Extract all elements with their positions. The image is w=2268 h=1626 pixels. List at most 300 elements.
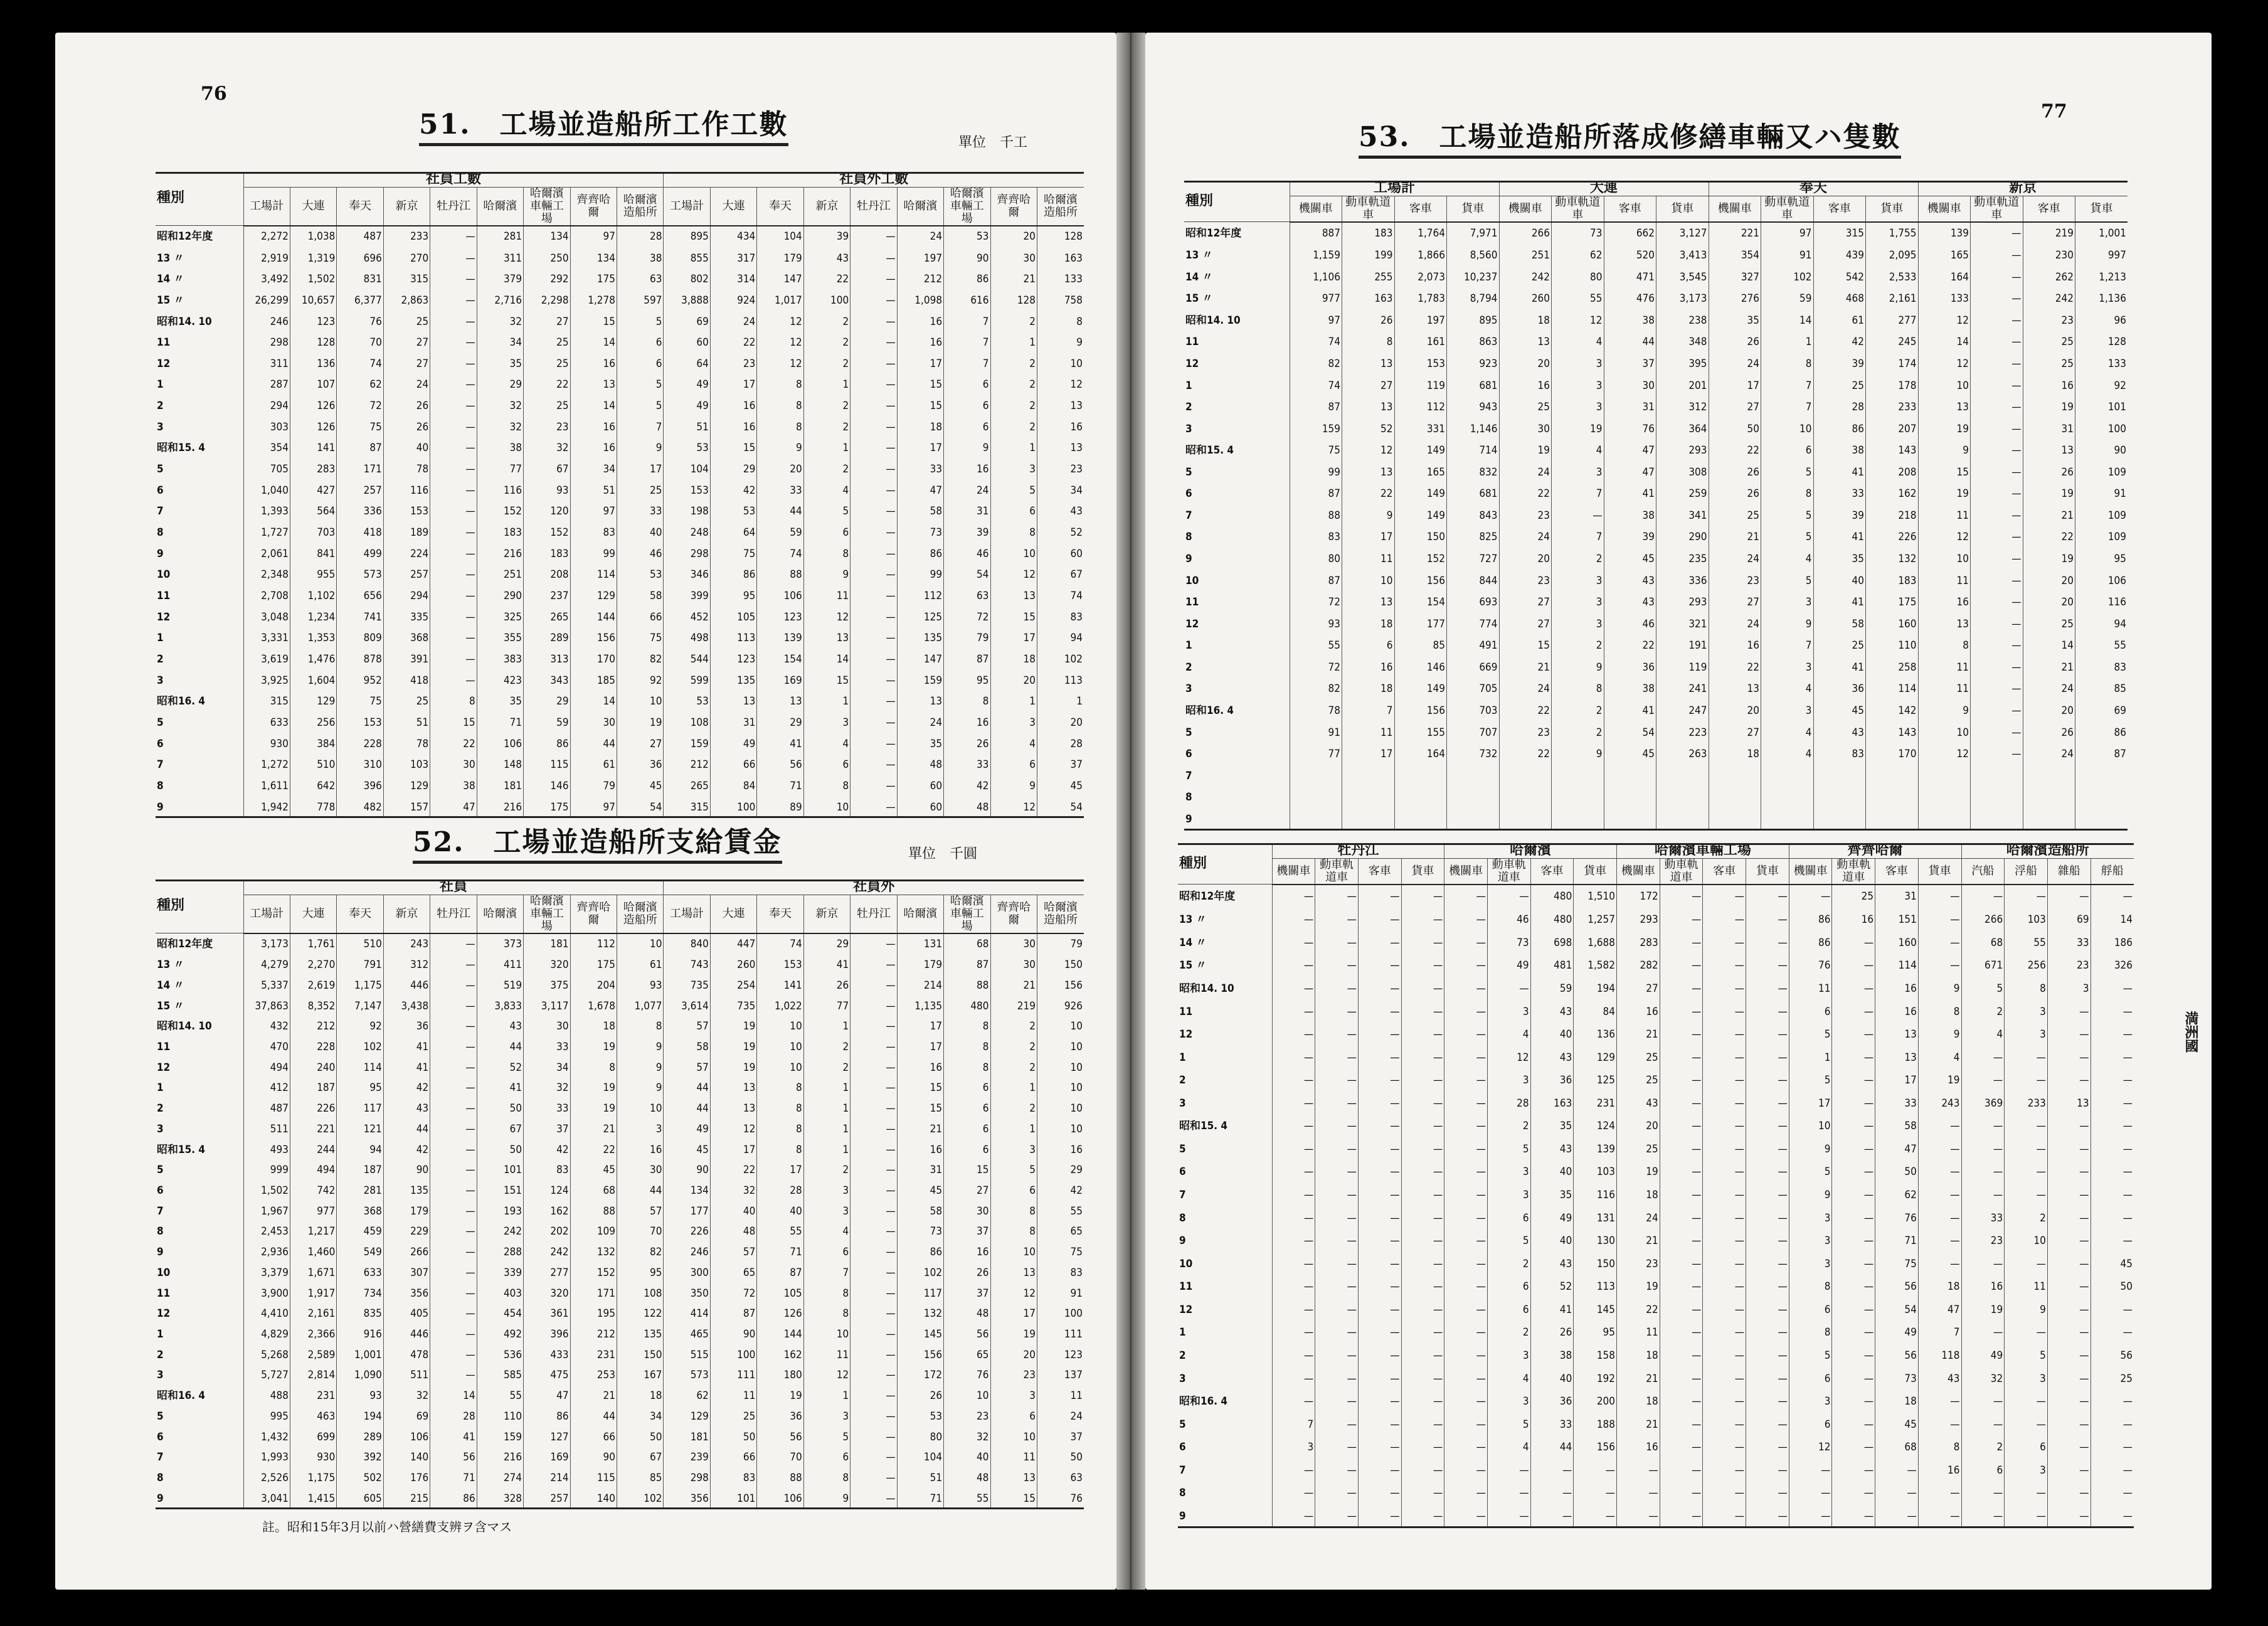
row-label: 6 [157, 1184, 164, 1197]
data-cell: 66 [710, 755, 756, 776]
data-cell: 14 [1761, 310, 1814, 332]
column-header: 奉天 [757, 188, 803, 226]
data-cell: — [1703, 1344, 1746, 1368]
data-cell: 169 [524, 1447, 570, 1468]
data-cell: 2,095 [1866, 245, 1919, 267]
data-cell: 3 [990, 1386, 1037, 1406]
row-label: 昭和12年度 [1179, 890, 1236, 903]
data-cell: 809 [337, 628, 383, 649]
data-cell: — [1703, 1459, 1746, 1482]
data-cell: 112 [897, 586, 943, 607]
data-cell: 102 [337, 1037, 383, 1058]
data-cell: 29 [1037, 1160, 1084, 1181]
data-cell: — [850, 996, 897, 1017]
data-cell: 57 [664, 1016, 710, 1037]
data-cell: 253 [570, 1366, 617, 1386]
data-cell: 163 [1037, 248, 1084, 269]
data-cell: 152 [477, 501, 523, 523]
data-cell: — [850, 670, 897, 691]
data-cell: — [2005, 1390, 2048, 1413]
data-cell: — [1272, 1230, 1315, 1253]
data-cell: — [1703, 1390, 1746, 1413]
table-row [156, 565, 1084, 586]
data-cell: 42 [944, 776, 990, 797]
data-cell: 7 [617, 417, 664, 438]
data-cell: 78 [1290, 700, 1342, 722]
data-cell: 9 [617, 1078, 664, 1099]
data-cell [1447, 765, 1500, 787]
left-page [55, 33, 1116, 1590]
data-cell: — [2047, 1459, 2090, 1482]
data-cell: 307 [383, 1263, 430, 1283]
data-cell: 22 [1342, 484, 1395, 506]
data-cell: 45 [1813, 700, 1866, 722]
data-cell: — [1358, 1230, 1401, 1253]
table-row [1184, 375, 2128, 397]
data-cell: — [1660, 955, 1703, 978]
data-cell: 86 [1813, 418, 1866, 440]
data-cell: 3 [1552, 375, 1604, 397]
right-page [1145, 33, 2212, 1590]
data-cell: 172 [1617, 885, 1660, 909]
data-cell: 116 [383, 480, 430, 501]
data-cell: 9 [1761, 614, 1814, 635]
data-cell: — [1272, 1138, 1315, 1161]
row-label: 13 〃 [157, 959, 184, 972]
data-cell: 27 [1617, 977, 1660, 1001]
data-cell: 2 [803, 353, 850, 375]
data-cell: 58 [1813, 614, 1866, 635]
data-cell: 1,146 [1447, 418, 1500, 440]
data-cell: 335 [383, 607, 430, 628]
data-cell: 2 [1487, 1115, 1530, 1139]
data-cell: — [430, 1242, 477, 1263]
row-label: 9 [1179, 1510, 1186, 1523]
data-cell: 498 [664, 628, 710, 649]
row-label: 2 [157, 1102, 164, 1115]
data-cell: — [1746, 932, 1789, 955]
data-cell: — [1444, 885, 1488, 909]
data-cell: 536 [477, 1345, 523, 1366]
data-cell: — [2005, 1413, 2048, 1437]
data-cell: 3 [803, 1181, 850, 1201]
data-cell: 45 [1604, 743, 1656, 765]
row-label: 3 [157, 1122, 164, 1135]
data-cell: 112 [570, 933, 617, 955]
data-cell: 18 [1342, 679, 1395, 701]
data-cell: 255 [1342, 267, 1395, 289]
data-cell: 493 [243, 1140, 290, 1161]
data-cell: 13 [2047, 1092, 2090, 1115]
data-cell: 92 [2075, 375, 2128, 397]
data-cell: 17 [897, 353, 943, 375]
row-label: 15 〃 [157, 999, 184, 1012]
data-cell: 30 [1604, 375, 1656, 397]
data-cell: 3,492 [243, 269, 290, 290]
data-cell: 480 [1530, 885, 1574, 909]
data-cell: 42 [1813, 332, 1866, 354]
data-cell: 339 [477, 1263, 523, 1283]
data-cell: — [1832, 1390, 1875, 1413]
data-cell: 95 [1574, 1322, 1617, 1345]
data-cell: 9 [1918, 700, 1971, 722]
data-cell: 86 [430, 1489, 477, 1509]
group-header: 社員工數 [243, 172, 664, 188]
data-cell: 9 [1789, 1138, 1832, 1161]
data-cell: 47 [1604, 440, 1656, 462]
table-row [156, 290, 1084, 312]
data-cell: 1,353 [290, 628, 336, 649]
row-label: 11 [157, 336, 171, 349]
data-cell: 895 [1447, 310, 1500, 332]
data-cell: 30 [990, 248, 1037, 269]
data-cell: 63 [944, 586, 990, 607]
data-cell: 50 [1709, 418, 1761, 440]
data-cell: 216 [477, 1447, 523, 1468]
column-header: 齊齊哈爾 [990, 188, 1037, 226]
data-cell: 191 [1656, 635, 1709, 657]
data-cell: 71 [477, 713, 523, 734]
data-cell: 977 [290, 1201, 336, 1222]
data-cell: — [2090, 1092, 2134, 1115]
data-cell: 90 [570, 1447, 617, 1468]
data-cell: 145 [1574, 1299, 1617, 1322]
table-row [156, 955, 1084, 975]
data-cell: 83 [1290, 527, 1342, 549]
data-cell: 111 [1037, 1324, 1084, 1345]
data-cell: — [1660, 1092, 1703, 1115]
data-cell: 727 [1447, 548, 1500, 570]
data-cell: 128 [290, 332, 336, 354]
data-cell: 26 [1709, 332, 1761, 354]
data-cell: 23 [1617, 1253, 1660, 1276]
row-label: 昭和16. 4 [157, 695, 206, 708]
table-row [156, 691, 1084, 713]
data-cell: 5 [1487, 1413, 1530, 1437]
data-cell: 3 [1487, 1184, 1530, 1207]
table-row [1178, 977, 2134, 1001]
data-cell: 87 [2075, 743, 2128, 765]
data-cell: 194 [1574, 977, 1617, 1001]
data-cell: 170 [1866, 743, 1919, 765]
data-cell: 7 [1761, 396, 1814, 418]
data-cell: 159 [664, 733, 710, 755]
data-cell: 2,298 [524, 290, 570, 312]
data-cell: 156 [570, 628, 617, 649]
data-cell: — [1358, 1253, 1401, 1276]
data-cell: — [430, 1078, 477, 1099]
data-cell: 104 [757, 226, 803, 248]
data-cell: 32 [383, 1386, 430, 1406]
data-cell: 23 [524, 417, 570, 438]
data-cell: 5,337 [243, 975, 290, 996]
data-cell: 276 [1709, 289, 1761, 311]
data-cell: 840 [664, 933, 710, 955]
data-cell: 1,001 [337, 1345, 383, 1366]
data-cell: — [1358, 1368, 1401, 1391]
data-cell: 197 [1394, 310, 1447, 332]
data-cell: 117 [897, 1283, 943, 1304]
data-cell: 41 [1813, 657, 1866, 679]
data-cell: 10 [2005, 1230, 2048, 1253]
data-cell: — [1746, 1368, 1789, 1391]
data-cell: 1,671 [290, 1263, 336, 1283]
table-row [156, 755, 1084, 776]
data-cell: — [1971, 657, 2023, 679]
table-row [1178, 1023, 2134, 1046]
data-cell: 32 [524, 438, 570, 459]
data-cell: 86 [710, 565, 756, 586]
data-cell: 40 [1530, 1023, 1574, 1046]
data-cell: — [2090, 1001, 2134, 1024]
data-cell: 72 [944, 607, 990, 628]
data-cell: 43 [1530, 1138, 1574, 1161]
row-label: 13 〃 [157, 252, 184, 265]
data-cell: — [1832, 1138, 1875, 1161]
data-cell: 152 [570, 1263, 617, 1283]
data-cell: — [2005, 1161, 2048, 1184]
data-cell: 3 [1552, 570, 1604, 592]
data-cell: 49 [1961, 1344, 2005, 1368]
data-cell: 6 [1487, 1276, 1530, 1299]
data-cell [1971, 787, 2023, 809]
data-cell: 49 [1875, 1322, 1919, 1345]
data-cell: 197 [897, 248, 943, 269]
data-cell: 8 [757, 396, 803, 417]
data-cell: — [1746, 1184, 1789, 1207]
data-cell: 11 [1617, 1322, 1660, 1345]
data-cell: 5 [803, 1427, 850, 1448]
table-row [156, 797, 1084, 818]
row-label: 2 [157, 653, 164, 666]
data-cell: — [1660, 1459, 1703, 1482]
data-cell: 141 [290, 438, 336, 459]
data-cell: 294 [383, 586, 430, 607]
data-cell: — [1444, 1276, 1488, 1299]
data-cell: 7 [803, 1263, 850, 1283]
data-cell: 26 [1709, 484, 1761, 506]
data-cell: 244 [290, 1140, 336, 1161]
data-cell: 154 [1394, 592, 1447, 614]
data-cell: 44 [1530, 1436, 1574, 1459]
row-label: 9 [1185, 553, 1192, 566]
data-cell: 41 [1813, 462, 1866, 484]
data-cell: 119 [1656, 657, 1709, 679]
data-cell: 6 [944, 417, 990, 438]
data-cell: — [2047, 1482, 2090, 1506]
data-cell: 446 [383, 975, 430, 996]
row-label: 12 [157, 357, 171, 370]
data-cell: 16 [1709, 635, 1761, 657]
data-cell: — [1703, 1276, 1746, 1299]
data-cell: 7 [944, 311, 990, 332]
data-cell: 212 [570, 1324, 617, 1345]
data-cell: 83 [524, 1160, 570, 1181]
data-cell: — [1971, 440, 2023, 462]
data-cell: 10 [617, 1098, 664, 1119]
group-header: 社員外工數 [664, 172, 1084, 188]
data-cell: 41 [1604, 700, 1656, 722]
data-cell: 7,971 [1447, 222, 1500, 245]
data-cell: 33 [897, 459, 943, 481]
data-cell: 298 [664, 543, 710, 565]
data-cell: 3,117 [524, 996, 570, 1017]
data-cell: 3,545 [1656, 267, 1709, 289]
data-cell: — [1315, 1023, 1359, 1046]
data-cell: 3,331 [243, 628, 290, 649]
data-cell: 61 [617, 955, 664, 975]
data-cell: 46 [617, 543, 664, 565]
data-cell: 181 [524, 933, 570, 955]
data-cell: — [2005, 1138, 2048, 1161]
data-cell: 171 [337, 459, 383, 481]
data-cell: 18 [1918, 1276, 1961, 1299]
data-cell: 11 [803, 586, 850, 607]
data-cell: 27 [1709, 722, 1761, 744]
data-cell: 35 [477, 691, 523, 713]
data-cell: 3 [1552, 592, 1604, 614]
data-cell: 121 [337, 1119, 383, 1140]
data-cell: — [1444, 909, 1488, 932]
data-cell: — [1444, 1046, 1488, 1070]
data-cell: — [850, 396, 897, 417]
data-cell: 83 [570, 523, 617, 544]
row-label: 15 〃 [1179, 959, 1207, 972]
data-cell: 12 [1918, 527, 1971, 549]
data-cell: 183 [524, 543, 570, 565]
data-cell [1813, 809, 1866, 831]
data-cell: 44 [570, 733, 617, 755]
data-cell: 49 [664, 1119, 710, 1140]
data-cell: 251 [477, 565, 523, 586]
data-cell: 2,936 [243, 1242, 290, 1263]
data-cell: — [430, 1324, 477, 1345]
data-cell: 2 [1961, 1001, 2005, 1024]
table-row [156, 1489, 1084, 1509]
data-cell: 17 [1789, 1092, 1832, 1115]
data-cell: — [850, 1058, 897, 1078]
data-cell: 57 [710, 1242, 756, 1263]
data-cell: 41 [1530, 1299, 1574, 1322]
data-cell: 44 [757, 501, 803, 523]
data-cell: 91 [1761, 245, 1814, 267]
data-cell: 9 [2005, 1299, 2048, 1322]
data-cell: 27 [1499, 592, 1552, 614]
data-cell: 698 [1530, 932, 1574, 955]
data-cell: — [850, 1489, 897, 1509]
data-cell: 16 [897, 311, 943, 332]
row-label: 12 [1179, 1028, 1193, 1041]
data-cell: 233 [383, 226, 430, 248]
data-cell: 943 [1447, 396, 1500, 418]
data-cell: 6 [1789, 1413, 1832, 1437]
data-cell: 4 [803, 733, 850, 755]
data-cell: 459 [337, 1222, 383, 1243]
data-cell: 8 [1761, 484, 1814, 506]
data-cell: 26 [2023, 462, 2075, 484]
data-cell: 55 [2075, 635, 2128, 657]
data-cell: 146 [524, 776, 570, 797]
data-cell: 144 [757, 1324, 803, 1345]
data-cell: 17 [1875, 1069, 1919, 1092]
data-cell: 52 [477, 1058, 523, 1078]
data-cell: 57 [664, 1058, 710, 1078]
data-cell: 228 [337, 733, 383, 755]
data-cell: 3 [2005, 1023, 2048, 1046]
data-cell: 8 [757, 1078, 803, 1099]
column-header: 客車 [2023, 196, 2075, 222]
data-cell: 1,432 [243, 1427, 290, 1448]
data-cell: 25 [2023, 614, 2075, 635]
data-cell: 27 [1499, 614, 1552, 635]
data-cell: 239 [664, 1447, 710, 1468]
data-cell: 4 [1761, 548, 1814, 570]
data-cell: 361 [524, 1304, 570, 1324]
data-cell: 131 [1574, 1207, 1617, 1230]
row-label: 1 [157, 1081, 164, 1095]
data-cell: 14 [2090, 909, 2134, 932]
data-cell: 16 [1961, 1276, 2005, 1299]
data-cell: 63 [1037, 1468, 1084, 1489]
row-label: 6 [1179, 1441, 1186, 1454]
data-cell: 573 [337, 565, 383, 586]
data-cell: 28 [430, 1406, 477, 1427]
data-cell: — [1444, 1001, 1488, 1024]
data-cell: 258 [1866, 657, 1919, 679]
data-cell: 86 [524, 1406, 570, 1427]
data-cell: — [1746, 1482, 1789, 1506]
data-cell: 8 [1761, 353, 1814, 375]
table-row [156, 1386, 1084, 1406]
data-cell: 116 [2075, 592, 2128, 614]
data-cell: — [850, 733, 897, 755]
data-cell: 9 [1918, 1023, 1961, 1046]
data-cell: — [1444, 1413, 1488, 1437]
data-cell: 10 [1037, 1098, 1084, 1119]
data-cell: 294 [243, 396, 290, 417]
data-cell: — [1918, 1253, 1961, 1276]
data-cell: 212 [290, 1016, 336, 1037]
data-cell: 2 [2005, 1207, 2048, 1230]
data-cell: 24 [1499, 527, 1552, 549]
data-cell: 199 [1342, 245, 1395, 267]
data-cell: 175 [570, 955, 617, 975]
data-cell: 16 [944, 459, 990, 481]
table-row [1178, 1138, 2134, 1161]
data-cell: 54 [944, 565, 990, 586]
table-row [1178, 1276, 2134, 1299]
table-row [1178, 1069, 2134, 1092]
data-cell: 395 [1656, 353, 1709, 375]
data-cell: — [1703, 932, 1746, 955]
data-cell: 106 [477, 733, 523, 755]
data-cell: 75 [617, 628, 664, 649]
data-cell: — [1961, 1161, 2005, 1184]
data-cell: — [850, 332, 897, 354]
data-cell: — [2090, 1046, 2134, 1070]
column-header: 哈爾濱 [897, 895, 943, 933]
data-cell: 1 [1037, 691, 1084, 713]
data-cell [1918, 765, 1971, 787]
column-header: 客車 [1394, 196, 1447, 222]
data-cell: 47 [1918, 1299, 1961, 1322]
data-cell: 16 [1499, 375, 1552, 397]
data-cell: 9 [1789, 1184, 1832, 1207]
table-row [1178, 1207, 2134, 1230]
data-cell: 468 [1813, 289, 1866, 311]
data-cell: 19 [2023, 484, 2075, 506]
data-cell: — [430, 628, 477, 649]
